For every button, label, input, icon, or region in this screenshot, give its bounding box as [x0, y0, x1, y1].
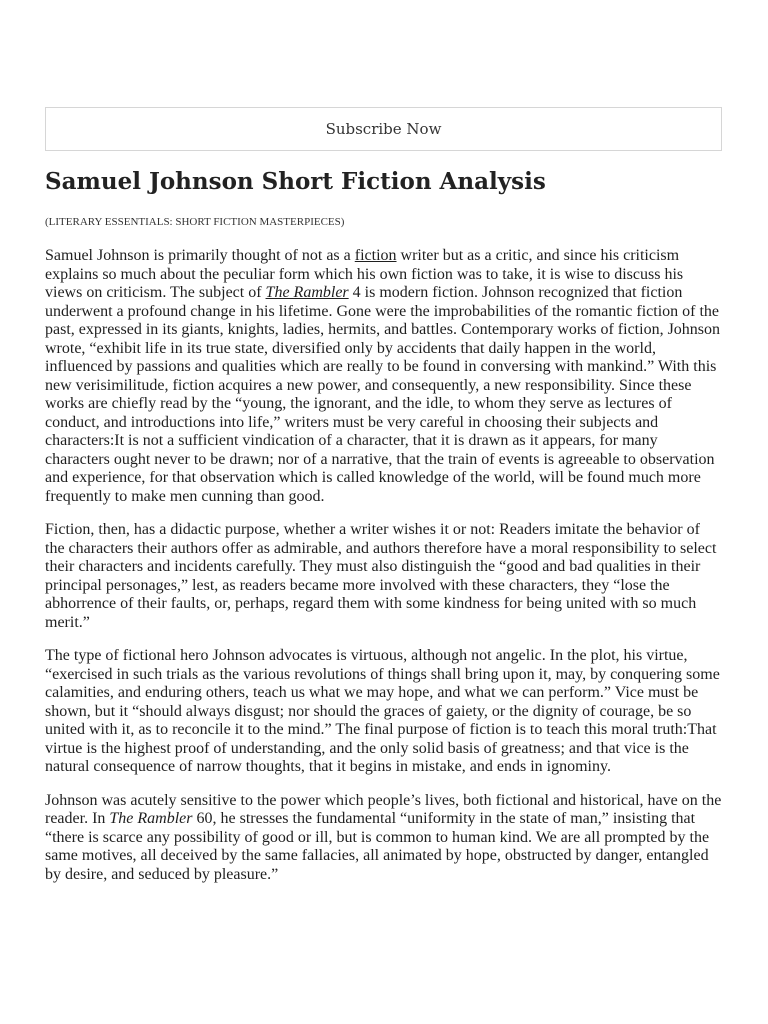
paragraph-3: The type of fictional hero Johnson advocates is virtuous, although not angelic. In the plot, his virtue, “exercised in such trials as the various revolutions of things shall bring upon it, may, by conquering some calamities, and enduring others, teach us what we may hope, and what we can perform.” Vice must be shown, but it “should always disgust; nor should the graces of gaiety, or the dignity of courage, be so united with it, as to reconcile it to the mind.” The final purpose of fiction is to teach this moral truth:That virtue is the highest proof of understanding, and the only solid basis of greatness; and that vice is the natural consequence of narrow thoughts, that it begins in mistake, and ends in ignominy.	[45, 647, 720, 775]
article-body	[45, 247, 722, 899]
paragraph-1-text-a: Samuel Johnson is primarily thought of not as a	[45, 247, 355, 264]
the-rambler-link[interactable]: The Rambler	[265, 284, 349, 301]
paragraph-1-text-c: 4 is modern fiction. Johnson recognized that fiction underwent a profound change in his lifetime. Gone were the improbabilities of the romantic fiction of the past, expressed in its giants, knights, ladies, hermits, and battles. Contemporary works of fiction, Johnson wrote, “exhibit life in its true state, diversified only by accidents that daily happen in the world, influenced by passions and qualities which are really to be found in conversing with mankind.” With this new verisimilitude, fiction acquires a new power, and consequently, a new responsibility. Since these works are chiefly read by the “young, the ignorant, and the idle, to whom they serve as lectures of conduct, and introductions into life,” writers must be very careful in choosing their subjects and characters:It is not a sufficient vindication of a character, that it is drawn as it appears, for many characters ought never to be drawn; nor of a narrative, that the train of events is agreeable to observation and experience, for that observation which is called knowledge of the world, will be found much more frequently to make men cunning than good.	[45, 284, 721, 505]
paragraph-2: Fiction, then, has a didactic purpose, whether a writer wishes it or not: Readers imitate the behavior of the characters their authors offer as admirable, and authors therefore have a moral responsibility to select their characters and incidents carefully. They must also distinguish the “good and bad qualities in their principal personages,” lest, as readers became more involved with these characters, they “lose the abhorrence of their faults, or, perhaps, regard them with some kindness for being united with so much merit.”	[45, 521, 717, 631]
subscribe-button[interactable]	[45, 107, 722, 151]
category-label: (LITERARY ESSENTIALS: SHORT FICTION MASTERPIECES)	[45, 216, 345, 228]
page-title: Samuel Johnson Short Fiction Analysis	[45, 168, 546, 195]
paragraph-1	[45, 247, 722, 506]
the-rambler-title: The Rambler	[109, 810, 193, 827]
paragraph-4-text-a: Johnson was acutely sensitive to the power which people’s lives, both fictional and historical, have on the reader. In	[45, 791, 722, 827]
subscribe-button-label: Subscribe Now	[325, 120, 442, 138]
paragraph-4-text-b: 60, he stresses the fundamental “uniformity in the state of man,” insisting that “there is scarce any possibility of good or ill, but is common to human kind. We are all prompted by the same motives, all deceived by the same fallacies, all animated by hope, obstructed by danger, entangled by desire, and seduced by pleasure.”	[45, 810, 710, 883]
fiction-link[interactable]: fiction	[354, 247, 397, 264]
paragraph-1-text-b: writer but as a critic, and since his criticism explains so much about the peculiar form which his own fiction was to take, it is wise to discuss his views on criticism. The subject of	[45, 247, 684, 301]
paragraph-4	[45, 792, 722, 885]
